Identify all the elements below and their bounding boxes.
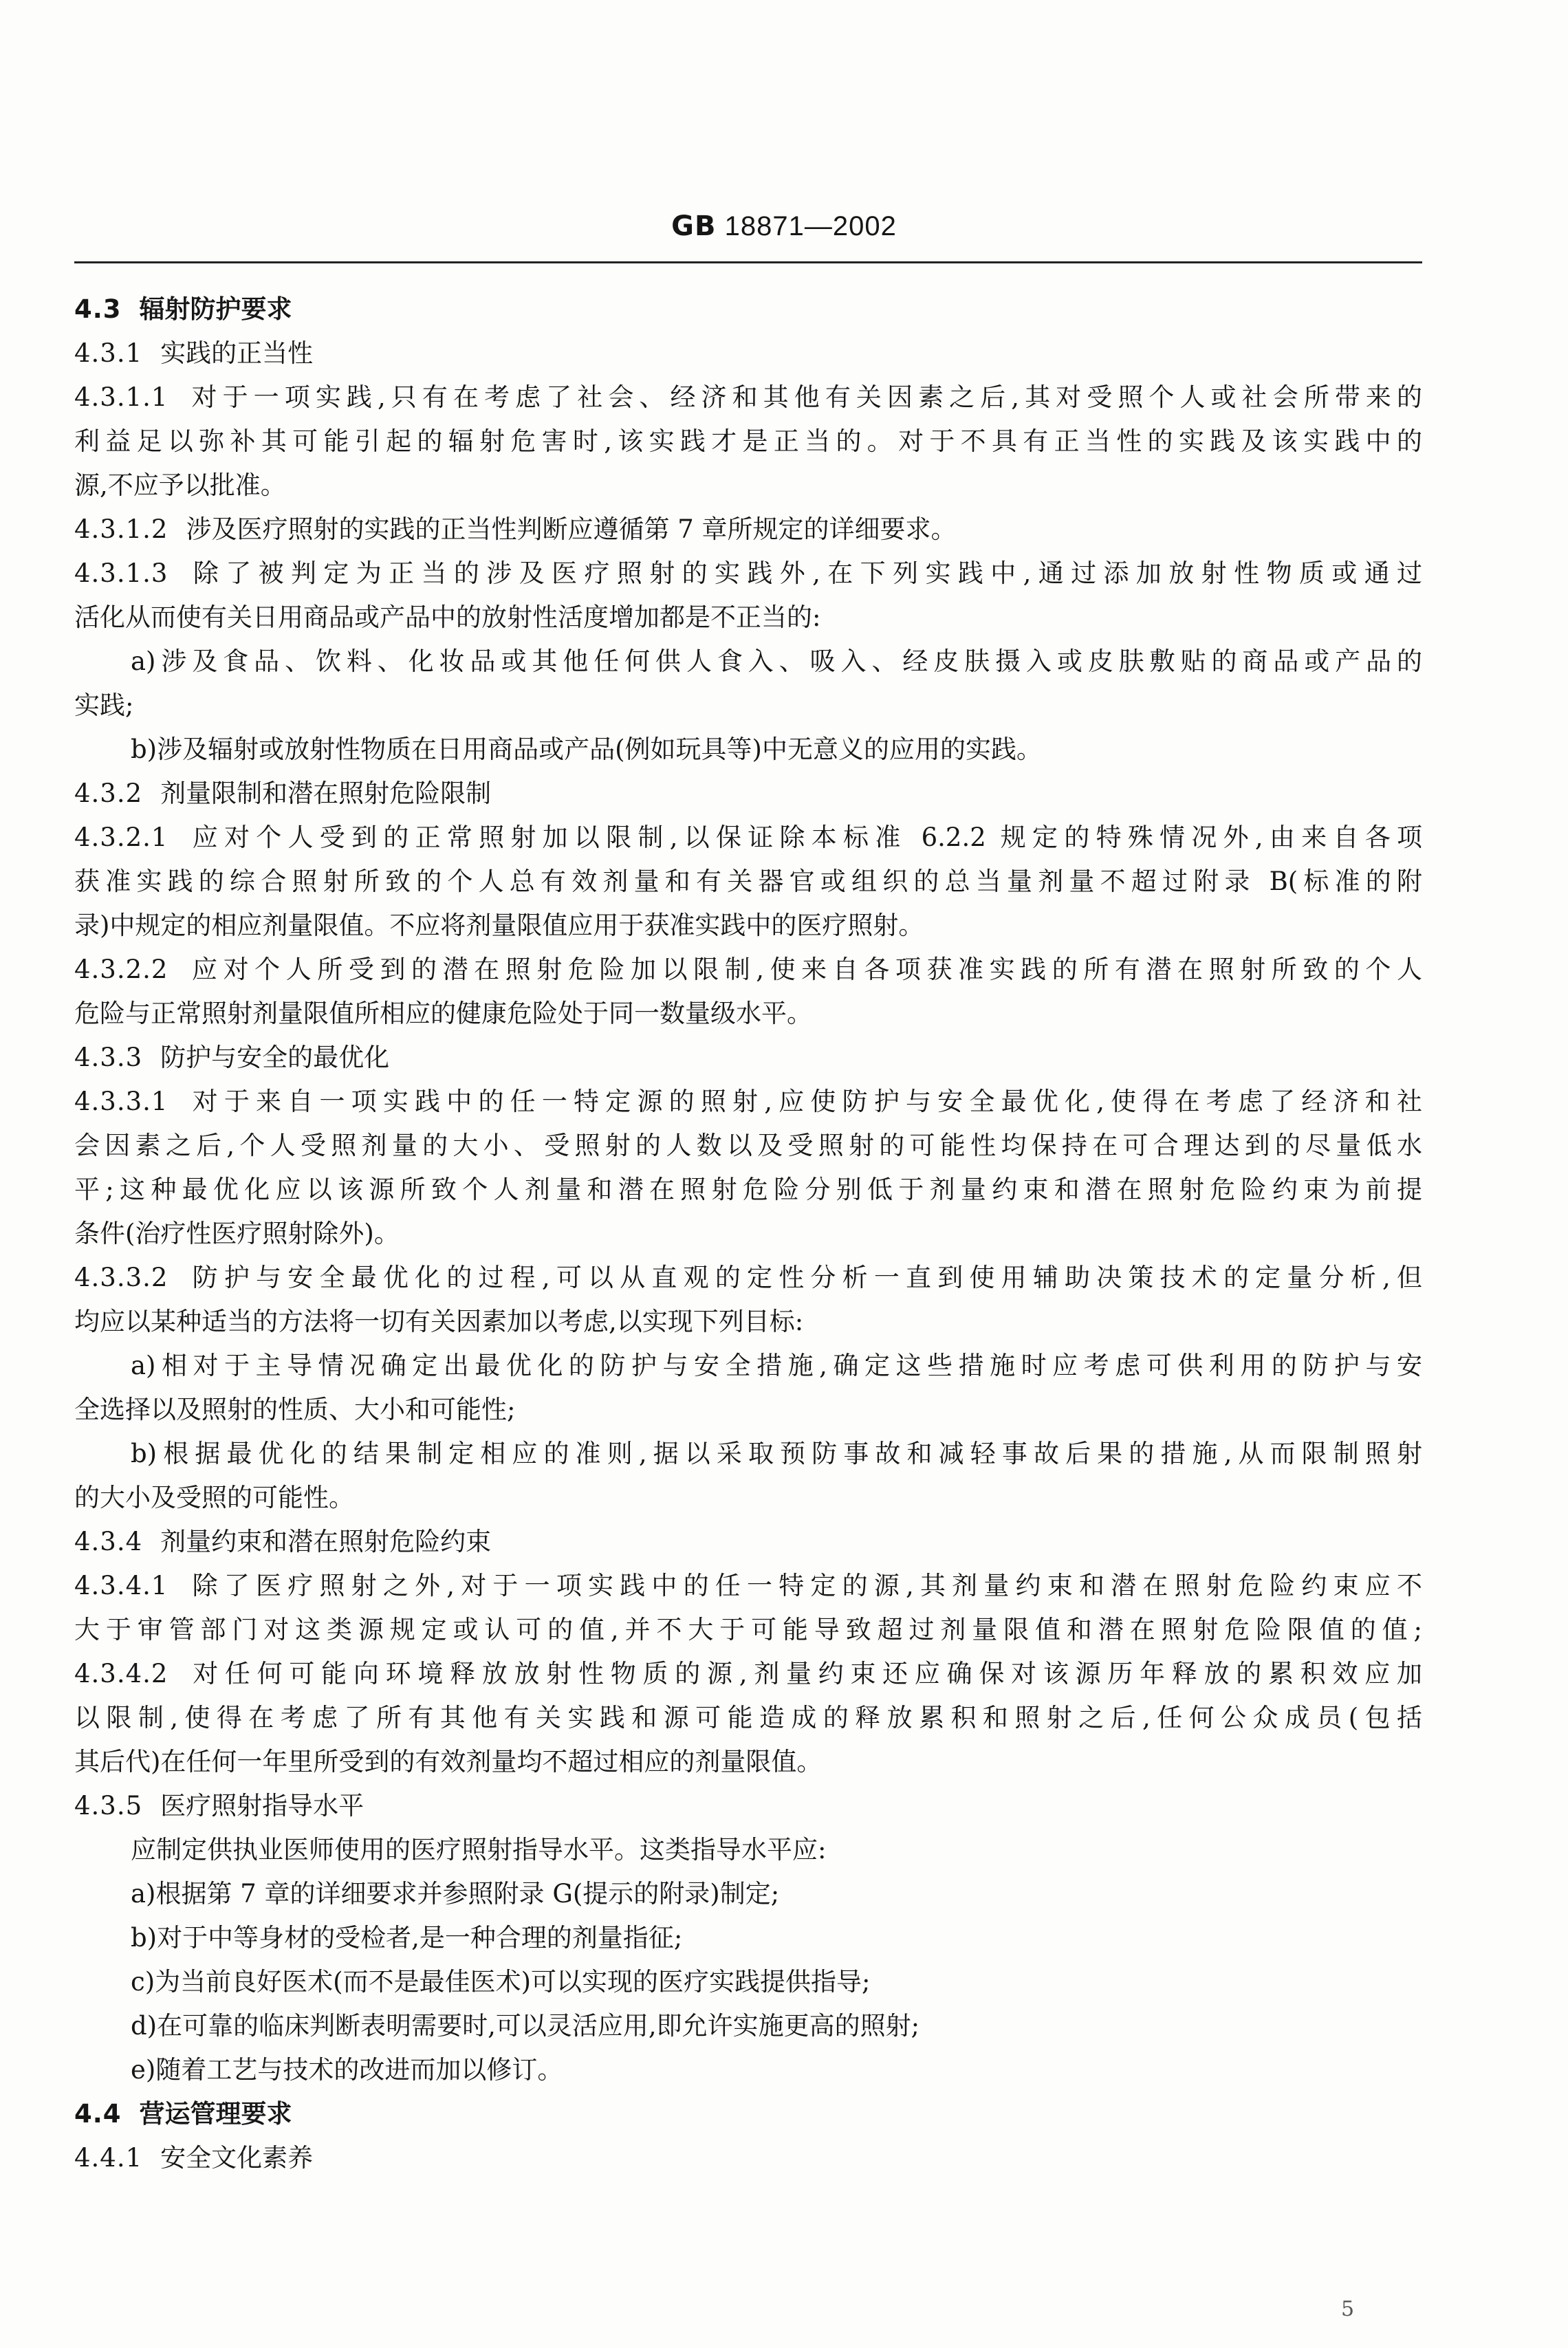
- clause-text: 实践的正当性: [160, 338, 314, 368]
- clause-line: [74, 1784, 1422, 1828]
- clause-number: 4.4.1: [74, 2143, 143, 2173]
- clause-text: 活化从而使有关日用商品或产品中的放射性活度增加都是不正当的:: [74, 602, 821, 632]
- clause-text: 录)中规定的相应剂量限值。不应将剂量限值应用于获准实践中的医疗照射。: [74, 911, 924, 940]
- clause-text: 会因素之后,个人受照剂量的大小、受照射的人数以及受照射的可能性均保持在可合理达到的尽量低水: [74, 1131, 1422, 1160]
- clause-text: d)在可靠的临床判断表明需要时,可以灵活应用,即允许实施更高的照射;: [131, 2011, 920, 2041]
- text-line: [74, 596, 1422, 640]
- section-heading: 营运管理要求: [139, 2099, 292, 2129]
- clause-line: [74, 948, 1422, 992]
- clause-line: [74, 552, 1422, 596]
- clause-text: 平;这种最优化应以该源所致个人剂量和潜在照射危险分别低于剂量约束和潜在照射危险约束为前提: [74, 1175, 1422, 1204]
- clause-text: 剂量限制和潜在照射危险限制: [160, 779, 492, 808]
- clause-text: c)为当前良好医术(而不是最佳医术)可以实现的医疗实践提供指导;: [131, 1967, 871, 1997]
- clause-text: 获准实践的综合照射所致的个人总有效剂量和有关器官或组织的总当量剂量不超过附录 B(标准的附: [74, 867, 1422, 896]
- clause-text: 防护与安全的最优化: [160, 1043, 390, 1072]
- clause-text: 应对个人所受到的潜在照射危险加以限制,使来自各项获准实践的所有潜在照射所致的个人: [186, 955, 1422, 984]
- clause-text: 其后代)在任何一年里所受到的有效剂量均不超过相应的剂量限值。: [74, 1747, 823, 1776]
- clause-text: 源,不应予以批准。: [74, 470, 286, 500]
- clause-text: 应对个人受到的正常照射加以限制,以保证除本标准 6.2.2 规定的特殊情况外,由来自各项: [186, 823, 1422, 852]
- text-line: [74, 992, 1422, 1036]
- text-line: [74, 1168, 1422, 1212]
- clause-line: [74, 2136, 1422, 2180]
- text-line: [74, 728, 1422, 772]
- clause-text: 条件(治疗性医疗照射除外)。: [74, 1219, 400, 1248]
- clause-line: [74, 1080, 1422, 1124]
- clause-number: 4.3.2: [74, 779, 143, 808]
- clause-line: [74, 1564, 1422, 1608]
- clause-text: 危险与正常照射剂量限值所相应的健康危险处于同一数量级水平。: [74, 999, 812, 1028]
- clause-text: 防护与安全最优化的过程,可以从直观的定性分析一直到使用辅助决策技术的定量分析,但: [186, 1263, 1422, 1292]
- clause-line: [74, 1256, 1422, 1300]
- clause-text: 剂量约束和潜在照射危险约束: [160, 1527, 492, 1556]
- clause-text: a)根据第 7 章的详细要求并参照附录 G(提示的附录)制定;: [131, 1879, 780, 1909]
- clause-line: [74, 1520, 1422, 1564]
- clause-number: 4.3: [74, 294, 122, 324]
- clause-text: 除了医疗照射之外,对于一项实践中的任一特定的源,其剂量约束和潜在照射危险约束应不: [186, 1571, 1422, 1600]
- text-line: [74, 1740, 1422, 1784]
- clause-number: 4.3.1.3: [74, 558, 168, 588]
- clause-number: 4.3.1.2: [74, 514, 168, 544]
- text-line: [74, 1608, 1422, 1652]
- clause-text: a)涉及食品、饮料、化妆品或其他任何供人食入、吸入、经皮肤摄入或皮肤敷贴的商品或产品的: [131, 646, 1422, 676]
- text-line: [74, 1696, 1422, 1740]
- clause-text: 对于来自一项实践中的任一特定源的照射,应使防护与安全最优化,使得在考虑了经济和社: [186, 1087, 1422, 1116]
- clause-text: 实践;: [74, 691, 134, 720]
- clause-text: b)根据最优化的结果制定相应的准则,据以采取预防事故和减轻事故后果的措施,从而限制照射: [131, 1439, 1422, 1468]
- text-line: [74, 420, 1422, 464]
- clause-text: 大于审管部门对这类源规定或认可的值,并不大于可能导致超过剂量限值和潜在照射危险限值的值;: [74, 1615, 1422, 1644]
- text-line: [74, 2004, 1422, 2048]
- text-line: [74, 1476, 1422, 1520]
- text-line: [74, 1212, 1422, 1256]
- clause-text: 安全文化素养: [160, 2143, 314, 2173]
- clause-text: 以限制,使得在考虑了所有其他有关实践和源可能造成的释放累积和照射之后,任何公众成员(包括: [74, 1703, 1422, 1732]
- clause-number: 4.3.4.2: [74, 1659, 168, 1688]
- text-line: [74, 464, 1422, 508]
- clause-text: a)相对于主导情况确定出最优化的防护与安全措施,确定这些措施时应考虑可供利用的防护与安: [131, 1351, 1422, 1380]
- clause-line: [74, 376, 1422, 420]
- clause-text: 涉及医疗照射的实践的正当性判断应遵循第 7 章所规定的详细要求。: [186, 514, 957, 544]
- page-number: 5: [1341, 2297, 1355, 2321]
- clause-text: 均应以某种适当的方法将一切有关因素加以考虑,以实现下列目标:: [74, 1307, 804, 1336]
- clause-number: 4.3.1: [74, 338, 143, 368]
- text-line: [74, 1916, 1422, 1960]
- clause-number: 4.3.3: [74, 1043, 143, 1072]
- text-line: [74, 1828, 1422, 1872]
- clause-text: 除了被判定为正当的涉及医疗照射的实践外,在下列实践中,通过添加放射性物质或通过: [186, 558, 1422, 588]
- text-line: [74, 1432, 1422, 1476]
- clause-line: [74, 816, 1422, 860]
- clause-line: [74, 772, 1422, 816]
- standard-prefix: GB: [671, 210, 717, 242]
- clause-number: 4.3.4: [74, 1527, 143, 1556]
- text-line: [74, 684, 1422, 728]
- clause-number: 4.3.2.1: [74, 823, 168, 852]
- clause-text: 医疗照射指导水平: [160, 1791, 364, 1820]
- text-line: [74, 1124, 1422, 1168]
- clause-number: 4.3.4.1: [74, 1571, 168, 1600]
- clause-line: [74, 331, 1422, 376]
- clause-text: b)对于中等身材的受检者,是一种合理的剂量指征;: [131, 1923, 683, 1953]
- clause-number: 4.3.2.2: [74, 955, 168, 984]
- clause-line: [74, 1652, 1422, 1696]
- clause-text: 对任何可能向环境释放放射性物质的源,剂量约束还应确保对该源历年释放的累积效应加: [186, 1659, 1422, 1688]
- standard-number: 18871—2002: [724, 211, 897, 241]
- text-line: [74, 904, 1422, 948]
- clause-number: 4.3.3.2: [74, 1263, 168, 1292]
- clause-line: [74, 1036, 1422, 1080]
- clause-line: [74, 508, 1422, 552]
- clause-text: e)随着工艺与技术的改进而加以修订。: [131, 2055, 563, 2085]
- header-rule: [74, 261, 1422, 263]
- clause-text: 的大小及受照的可能性。: [74, 1483, 354, 1512]
- clause-number: 4.3.5: [74, 1791, 143, 1820]
- text-line: [74, 1872, 1422, 1916]
- clause-number: 4.3.3.1: [74, 1087, 168, 1116]
- clause-text: 对于一项实践,只有在考虑了社会、经济和其他有关因素之后,其对受照个人或社会所带来的: [186, 382, 1422, 412]
- document-header: [0, 210, 1568, 242]
- document-body: [74, 287, 1422, 2180]
- clause-line: [74, 287, 1422, 331]
- clause-text: 应制定供执业医师使用的医疗照射指导水平。这类指导水平应:: [131, 1835, 827, 1865]
- text-line: [74, 1388, 1422, 1432]
- clause-number: 4.3.1.1: [74, 382, 168, 412]
- text-line: [74, 1344, 1422, 1388]
- text-line: [74, 1300, 1422, 1344]
- clause-text: 全选择以及照射的性质、大小和可能性;: [74, 1395, 516, 1424]
- clause-text: b)涉及辐射或放射性物质在日用商品或产品(例如玩具等)中无意义的应用的实践。: [131, 735, 1042, 764]
- text-line: [74, 640, 1422, 684]
- clause-number: 4.4: [74, 2099, 122, 2129]
- clause-text: 利益足以弥补其可能引起的辐射危害时,该实践才是正当的。对于不具有正当性的实践及该实践中的: [74, 426, 1422, 456]
- text-line: [74, 860, 1422, 904]
- section-heading: 辐射防护要求: [139, 294, 292, 324]
- text-line: [74, 2048, 1422, 2092]
- text-line: [74, 1960, 1422, 2004]
- clause-line: [74, 2092, 1422, 2136]
